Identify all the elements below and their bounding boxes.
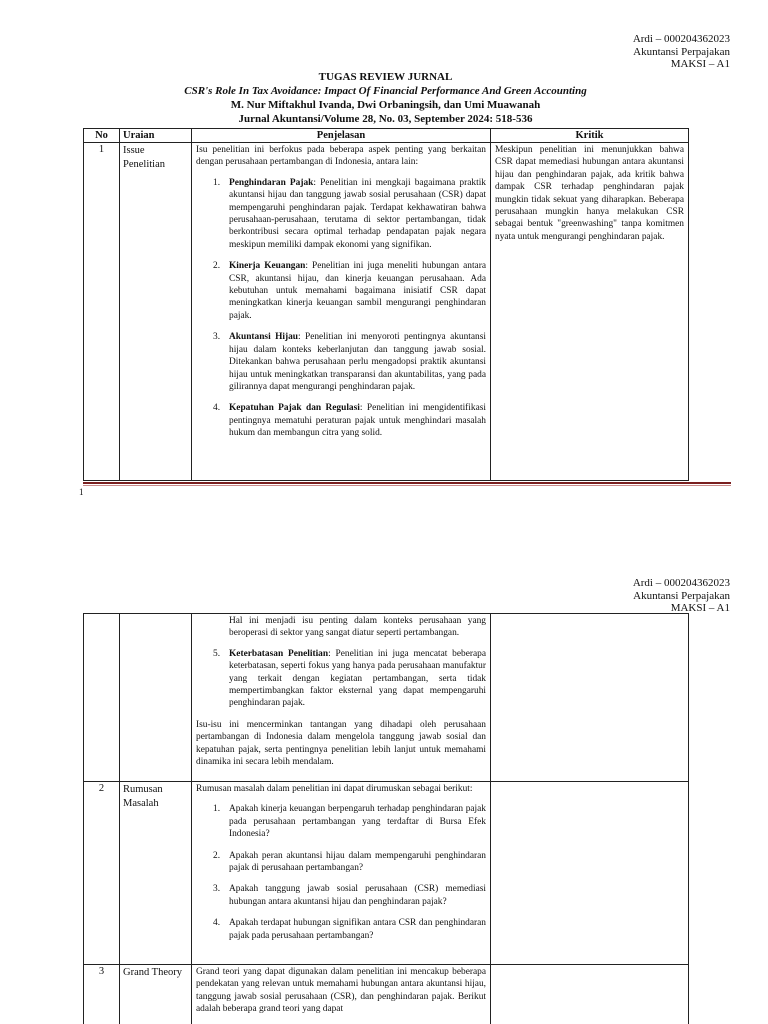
table-row bbox=[84, 614, 689, 782]
list-item: 1. Penghindaran Pajak: Penelitian ini mengkaji bagaimana praktik akuntansi hijau dan tanggung jawab sosial perusahaan (CSR) dapat mempengaruhi penghindaran pajak. Terdapat kekhawatiran bahwa perusahaan-perusahaan, terutama di sektor pertambangan, tidak berkontribusi secara optimal terhadap pendapatan pajak negara meskipun memiliki dampak ekonomi yang signifikan. bbox=[213, 177, 486, 250]
penjelasan-intro: Isu penelitian ini berfokus pada beberapa aspek penting yang berkaitan dengan perusahaan pertambangan di Indonesia, antara lain: bbox=[196, 145, 486, 168]
row-uraian bbox=[120, 614, 192, 782]
assignment-heading: TUGAS REVIEW JURNAL bbox=[318, 71, 453, 83]
issue-list bbox=[196, 648, 486, 710]
table-row bbox=[84, 143, 689, 481]
header-uraian: Uraian bbox=[120, 129, 192, 143]
page-number: 1 bbox=[79, 487, 84, 497]
subject-line: Akuntansi Perpajakan bbox=[633, 589, 730, 602]
row-penjelasan bbox=[192, 143, 491, 481]
class-line: MAKSI – A1 bbox=[670, 602, 730, 614]
header-penjelasan: Penjelasan bbox=[192, 129, 491, 143]
penjelasan-intro: Rumusan masalah dalam penelitian ini dapat dirumuskan sebagai berikut: bbox=[196, 784, 473, 794]
table-header-row bbox=[84, 129, 689, 143]
row-uraian: Issue Penelitian bbox=[120, 143, 192, 481]
document-title bbox=[83, 70, 688, 126]
list-item: 2. Apakah peran akuntansi hijau dalam mempengaruhi penghindaran pajak di perusahaan pertambangan? bbox=[213, 850, 486, 874]
review-table-continued bbox=[83, 613, 689, 1024]
page-header bbox=[633, 33, 730, 71]
journal-citation: Jurnal Akuntansi/Volume 28, No. 03, September 2024: 518-536 bbox=[238, 113, 533, 125]
penjelasan-closing: Isu-isu ini mencerminkan tantangan yang dihadapi oleh perusahaan pertambangan di Indonesia dalam mengelola tanggung jawab sosial dan kepatuhan pajak, serta pentingnya penelitian lebih lanjut untuk memahami dinamika ini secara lebih mendalam. bbox=[196, 719, 486, 768]
row-uraian: Grand Theory bbox=[120, 965, 192, 1024]
row-penjelasan bbox=[192, 965, 491, 1024]
table-row bbox=[84, 965, 689, 1024]
list-item: 4. Apakah terdapat hubungan signifikan antara CSR dan penghindaran pajak pada perusahaan pertambangan? bbox=[213, 918, 486, 941]
subject-line: Akuntansi Perpajakan bbox=[633, 45, 730, 58]
row-penjelasan bbox=[192, 782, 491, 965]
list-item: 4. Kepatuhan Pajak dan Regulasi: Penelitian ini mengidentifikasi pentingnya mematuhi peraturan pajak untuk menghindari masalah hukum dan membangun citra yang solid. bbox=[213, 403, 486, 439]
row-number bbox=[84, 614, 120, 782]
author-line: Ardi – 000204362023 bbox=[632, 33, 730, 45]
row-penjelasan bbox=[192, 614, 491, 782]
penjelasan-intro: Grand teori yang dapat digunakan dalam penelitian ini mencakup beberapa pendekatan yang relevan untuk memahami hubungan antara akuntansi hijau, tanggung jawab sosial perusahaan (CSR), dan penghindaran pajak. Berikut adalah beberapa grand teori yang dapat bbox=[196, 967, 486, 1015]
row-number: 2 bbox=[84, 782, 120, 965]
row-kritik bbox=[491, 782, 689, 965]
list-item: 3. Apakah tanggung jawab sosial perusahaan (CSR) memediasi hubungan antara akuntansi hijau dan penghindaran pajak? bbox=[213, 884, 486, 907]
row-kritik bbox=[491, 965, 689, 1024]
table-row bbox=[84, 782, 689, 965]
row-number: 1 bbox=[84, 143, 120, 481]
list-item: 2. Kinerja Keuangan: Penelitian ini juga meneliti hubungan antara CSR, akuntansi hijau, dan kinerja keuangan perusahaan. Ada kebutuhan untuk memahami bagaimana inisiatif CSR dapat meningkatkan kinerja keuangan sambil mengurangi penghindaran pajak. bbox=[213, 261, 486, 321]
list-item: 3. Akuntansi Hijau: Penelitian ini menyoroti pentingnya akuntansi hijau dalam konteks keberlanjutan dan tanggung jawab sosial. Ditekankan bahwa perusahaan perlu mengadopsi praktik akuntansi hijau untuk meningkatkan transparansi dan akuntabilitas, yang pada gilirannya dapat mengurangi penghindaran pajak. bbox=[213, 332, 487, 392]
row-kritik: Meskipun penelitian ini menunjukkan bahwa CSR dapat memediasi hubungan antara akuntansi hijau dan penghindaran pajak, ada kritik bahwa dampak CSR terhadap penghindaran pajak mungkin tidak sekuat yang diharapkan. Beberapa perusahaan mungkin hanya melakukan CSR sebagai bentuk "greenwashing" tanpa komitmen nyata untuk mengurangi penghindaran pajak. bbox=[491, 143, 689, 481]
page-divider bbox=[83, 482, 731, 484]
question-list bbox=[196, 803, 486, 942]
row-kritik bbox=[491, 614, 689, 782]
list-item: 5. Keterbatasan Penelitian: Penelitian ini juga mencatat beberapa keterbatasan, seperti fokus yang hanya pada perusahaan manufaktur yang terkait dengan kegiatan pertambangan, serta tidak mempertimbangkan faktor eksternal yang dapat mempengaruhi penghindaran pajak. bbox=[213, 648, 487, 709]
header-kritik: Kritik bbox=[491, 129, 689, 143]
penjelasan-continuation: Hal ini menjadi isu penting dalam konteks perusahaan yang beroperasi di sektor yang sangat diatur seperti pertambangan. bbox=[229, 616, 486, 639]
list-item: 1. Apakah kinerja keuangan berpengaruh terhadap penghindaran pajak pada perusahaan pertambangan yang terdaftar di Bursa Efek Indonesia? bbox=[213, 804, 486, 840]
article-title: CSR's Role In Tax Avoidance: Impact Of Financial Performance And Green Accounting bbox=[184, 85, 587, 97]
header-no: No bbox=[84, 129, 120, 143]
page-divider-shadow bbox=[83, 485, 731, 486]
author-line: Ardi – 000204362023 bbox=[632, 577, 730, 589]
review-table bbox=[83, 128, 689, 481]
class-line: MAKSI – A1 bbox=[670, 58, 730, 70]
issue-list bbox=[196, 177, 486, 440]
row-number: 3 bbox=[84, 965, 120, 1024]
row-uraian: Rumusan Masalah bbox=[120, 782, 192, 965]
authors: M. Nur Miftakhul Ivanda, Dwi Orbaningsih, dan Umi Muawanah bbox=[230, 99, 541, 111]
page-header bbox=[633, 577, 730, 615]
